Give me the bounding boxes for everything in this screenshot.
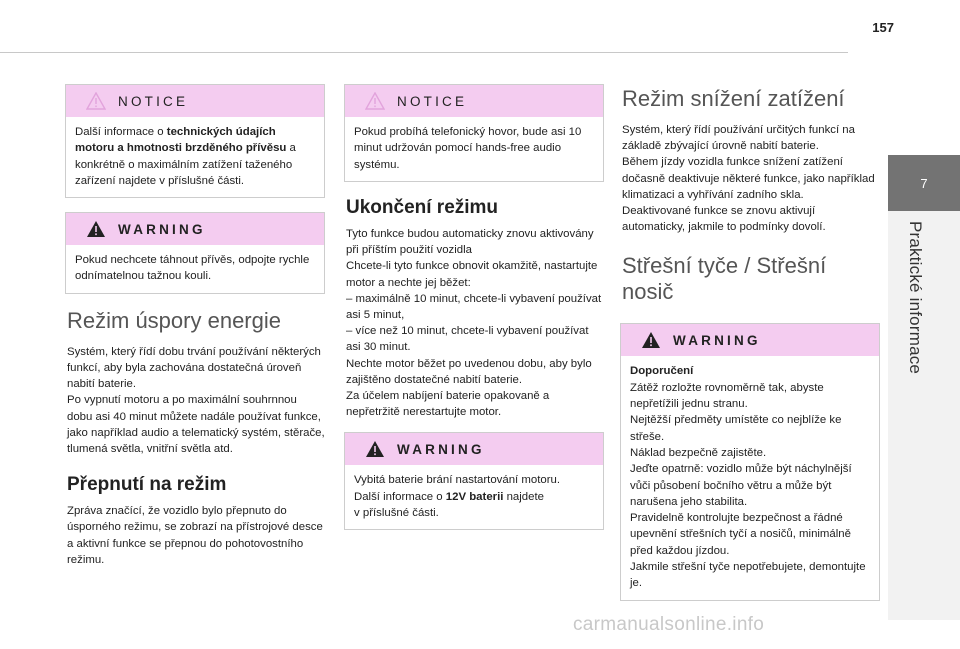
notice-box-trailer	[65, 84, 325, 198]
end-mode-heading: Ukončení režimu	[346, 196, 499, 218]
warning-title: WARNING	[673, 332, 761, 348]
warning-title: WARNING	[397, 441, 485, 457]
warning-text-bold: 12V baterii	[445, 490, 504, 503]
warning-body	[345, 465, 603, 529]
energy-saving-heading: Režim úspory energie	[67, 307, 281, 333]
warning-box-towball	[65, 212, 325, 294]
warning-body	[621, 356, 879, 599]
column-1	[65, 84, 325, 568]
warning-box-roof	[620, 323, 880, 600]
chapter-label: Praktické informace	[906, 221, 925, 375]
chapter-side-tab	[888, 155, 960, 620]
warning-text-end: najdete v příslušné části.	[354, 490, 544, 519]
warning-text-start: Vybitá baterie brání nastartování motoru. Další informace o	[354, 474, 560, 503]
notice-title: NOTICE	[118, 93, 189, 109]
load-shedding-text: Systém, který řídí používání určitých funkcí na základě zbývající úrovně nabití baterie. Během jízdy vozidla funkce snížení zatížení dočasně deaktivuje některé funkce, jako například klimatizaci a vyhřívání zadního skla. Deaktivované funkce se znovu aktivují automaticky, jakmile to podmínky dovolí.	[622, 124, 875, 234]
recommendation-label: Doporučení	[630, 365, 694, 378]
warning-header	[345, 433, 603, 465]
notice-box-phone	[344, 84, 604, 182]
caution-triangle-icon	[86, 92, 106, 110]
notice-header	[345, 85, 603, 117]
watermark: carmanualsonline.info	[573, 614, 765, 635]
warning-header	[66, 213, 324, 245]
load-shedding-heading: Režim snížení zatížení	[622, 86, 845, 111]
warning-triangle-icon	[641, 331, 661, 349]
notice-text-end: a konkrétně o maximálním zatížení taženého zařízení najdete v příslušné části.	[75, 142, 296, 187]
warning-box-battery	[344, 432, 604, 530]
warning-header	[621, 324, 879, 356]
roof-warning-text: Zátěž rozložte rovnoměrně tak, abyste nepřetížili jednu stranu. Nejtěžší předměty umístěte co nejblíže ke střeše. Náklad bezpečně zajistěte. Jeďte opatrně: vozidlo může být náchylnější vůči působení bočního větru a může být narušena jeho stabilita. Pravidelně kontrolujte bezpečnost a řádné upevnění střešních tyčí a nosičů, minimálně před každou jízdou. Jakmile střešní tyče nepotřebujete, demontujte je.	[630, 381, 866, 590]
notice-title: NOTICE	[397, 93, 468, 109]
notice-text-bold: technických údajích motoru a hmotnosti brzděného přívěsu	[75, 126, 287, 155]
column-2	[344, 84, 604, 544]
notice-body: Pokud probíhá telefonický hovor, bude asi 10 minut udržován pomocí hands-free audio systému.	[354, 126, 582, 171]
warning-triangle-icon	[365, 440, 385, 458]
notice-body	[66, 117, 324, 197]
warning-body: Pokud nechcete táhnout přívěs, odpojte rychle odnímatelnou tažnou kouli.	[75, 254, 310, 283]
page-number: 157	[872, 20, 894, 35]
switch-mode-heading: Přepnutí na režim	[67, 474, 227, 496]
column-3	[620, 84, 880, 615]
chapter-number: 7	[888, 155, 960, 211]
notice-text-start: Další informace o	[75, 126, 167, 138]
notice-header	[66, 85, 324, 117]
switch-mode-text: Zpráva značící, že vozidlo bylo přepnuto do úsporného režimu, se zobrazí na přístrojové desce a aktivní funkce se přepnou do pohotovostního režimu.	[67, 505, 323, 566]
top-rule	[0, 52, 848, 53]
warning-title: WARNING	[118, 221, 206, 237]
caution-triangle-icon	[365, 92, 385, 110]
end-mode-text: Tyto funkce budou automaticky znovu aktivovány při příštím použití vozidla Chcete-li tyto funkce obnovit okamžitě, nastartujte motor a nechte jej běžet: – maximálně 10 minut, chcete-li vybavení používat asi 5 minut, – více než 10 minut, chcete-li vybavení používat asi 30 minut. Nechte motor běžet po uvedenou dobu, aby bylo zajištěno dostatečné nabití baterie. Za účelem nabíjení baterie opakovaně a nepřetržitě nerestartujte motor.	[346, 227, 602, 419]
warning-triangle-icon	[86, 220, 106, 238]
roof-bars-heading: Střešní tyče / Střešní nosič	[622, 253, 827, 305]
energy-saving-text: Systém, který řídí dobu trvání používání některých funkcí, aby byla zachována dostatečná úroveň nabití baterie. Po vypnutí motoru a po maximální souhrnnou dobu asi 40 minut můžete nadále používat funkce, jako například audio a telematický systém, stěrače, tlumená světla, vnitřní světla atd.	[67, 345, 325, 455]
